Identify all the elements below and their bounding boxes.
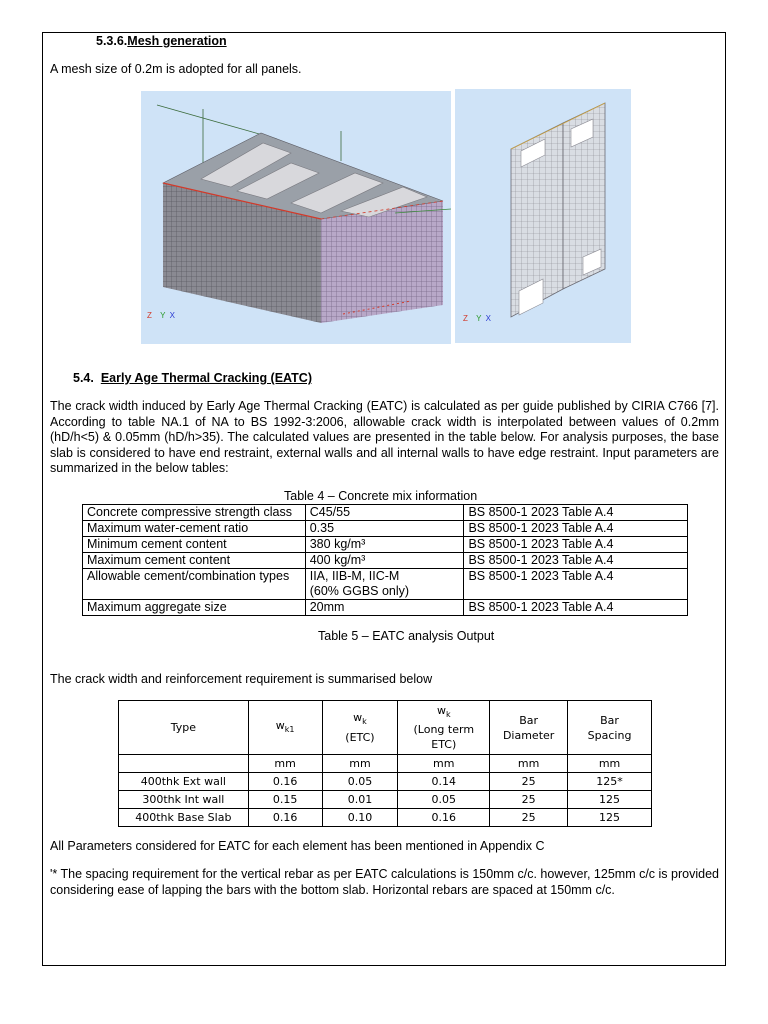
table4-cell: 380 kg/m³ xyxy=(305,537,464,553)
table5-cell: 0.05 xyxy=(398,791,490,809)
table5-cell: 0.16 xyxy=(248,773,322,791)
table4-row xyxy=(83,569,688,600)
mesh-size-text: A mesh size of 0.2m is adopted for all panels. xyxy=(50,62,302,76)
table5-cell: 400thk Ext wall xyxy=(119,773,249,791)
table5-cell: 0.16 xyxy=(248,809,322,827)
table5-unit-cell: mm xyxy=(398,755,490,773)
table5-unit-cell: mm xyxy=(568,755,652,773)
table5-header-cell: Bar Spacing xyxy=(568,701,652,755)
footnote-text: '* The spacing requirement for the vertical rebar as per EATC calculations is 150mm c/c. however, 125mm c/c is provided considering ease of lapping the bars with the bottom slab. Horizontal rebars are spaced at 150mm c/c. xyxy=(50,867,719,897)
table5-cell: 0.15 xyxy=(248,791,322,809)
table4-cell: BS 8500-1 2023 Table A.4 xyxy=(464,505,688,521)
table5-cell: 25 xyxy=(490,773,568,791)
heading-eatc: 5.4. Early Age Thermal Cracking (EATC) xyxy=(73,371,312,385)
mesh-side-face xyxy=(321,201,443,323)
table4-cell: 0.35 xyxy=(305,521,464,537)
table4-row xyxy=(83,505,688,521)
table5-header-cell: $w_k$ (Long term ETC) xyxy=(398,701,490,755)
table4-cell: IIA, IIB-M, IIC-M (60% GGBS only) xyxy=(305,569,464,600)
table4-row xyxy=(83,600,688,616)
table4-cell: Minimum cement content xyxy=(83,537,306,553)
table5-cell: 400thk Base Slab xyxy=(119,809,249,827)
table-eatc-output xyxy=(118,700,652,827)
axis-triad-2: Z Y X xyxy=(463,314,491,323)
table5-cell: 300thk Int wall xyxy=(119,791,249,809)
heading-mesh-generation: 5.3.6.Mesh generation xyxy=(96,34,227,48)
table5-cell: 0.10 xyxy=(322,809,398,827)
table4-cell: BS 8500-1 2023 Table A.4 xyxy=(464,600,688,616)
table4-caption: Table 4 – Concrete mix information xyxy=(284,489,478,503)
table4-cell: BS 8500-1 2023 Table A.4 xyxy=(464,553,688,569)
table5-cell: 0.05 xyxy=(322,773,398,791)
table5-row xyxy=(119,773,652,791)
table5-cell: 125 xyxy=(568,809,652,827)
table5-unit-cell xyxy=(119,755,249,773)
table4-cell: C45/55 xyxy=(305,505,464,521)
table4-cell: BS 8500-1 2023 Table A.4 xyxy=(464,569,688,600)
table4-cell: 400 kg/m³ xyxy=(305,553,464,569)
table4-cell: Maximum aggregate size xyxy=(83,600,306,616)
table5-header-cell: $w_{k1}$ xyxy=(248,701,322,755)
table5-row xyxy=(119,791,652,809)
table5-header-row xyxy=(119,701,652,755)
table4-row xyxy=(83,537,688,553)
appendix-text: All Parameters considered for EATC for each element has been mentioned in Appendix C xyxy=(50,839,545,853)
table5-header-cell: Type xyxy=(119,701,249,755)
table5-units-row xyxy=(119,755,652,773)
table5-row xyxy=(119,809,652,827)
table4-cell: Maximum water-cement ratio xyxy=(83,521,306,537)
table4-cell: Concrete compressive strength class xyxy=(83,505,306,521)
table5-cell: 125 xyxy=(568,791,652,809)
table5-cell: 25 xyxy=(490,791,568,809)
table-concrete-mix xyxy=(82,504,688,616)
figure-3d-mesh-model xyxy=(141,91,451,344)
table5-unit-cell: mm xyxy=(322,755,398,773)
crack-summary-text: The crack width and reinforcement requirement is summarised below xyxy=(50,672,433,686)
axis-triad: Z Y X xyxy=(147,311,175,320)
table5-cell: 0.14 xyxy=(398,773,490,791)
table5-cell: 25 xyxy=(490,809,568,827)
table4-cell: BS 8500-1 2023 Table A.4 xyxy=(464,521,688,537)
table4-row xyxy=(83,553,688,569)
table4-cell: 20mm xyxy=(305,600,464,616)
table4-cell: Maximum cement content xyxy=(83,553,306,569)
table5-cell: 0.16 xyxy=(398,809,490,827)
table5-header-cell: $w_k$ (ETC) xyxy=(322,701,398,755)
table5-header-cell: Bar Diameter xyxy=(490,701,568,755)
table4-cell: BS 8500-1 2023 Table A.4 xyxy=(464,537,688,553)
table5-cell: 125* xyxy=(568,773,652,791)
table4-row xyxy=(83,521,688,537)
table5-unit-cell: mm xyxy=(490,755,568,773)
table5-caption: Table 5 – EATC analysis Output xyxy=(318,629,495,643)
figure-wall-panel-mesh xyxy=(455,89,631,343)
table4-cell: Allowable cement/combination types xyxy=(83,569,306,600)
table5-unit-cell: mm xyxy=(248,755,322,773)
table5-cell: 0.01 xyxy=(322,791,398,809)
eatc-paragraph: The crack width induced by Early Age Thermal Cracking (EATC) is calculated as per guide published by CIRIA C766 [7]. According to table NA.1 of NA to BS 1992-3:2006, allowable crack width is interpolated between values of 0.2mm (hD/h<5) & 0.05mm (hD/h>35). The calculated values are presented in the table below. For analysis purposes, the base slab is considered to have end restraint, external walls and all internal walls to have edge restraint. Input parameters are summarized in the below tables: xyxy=(50,399,719,475)
